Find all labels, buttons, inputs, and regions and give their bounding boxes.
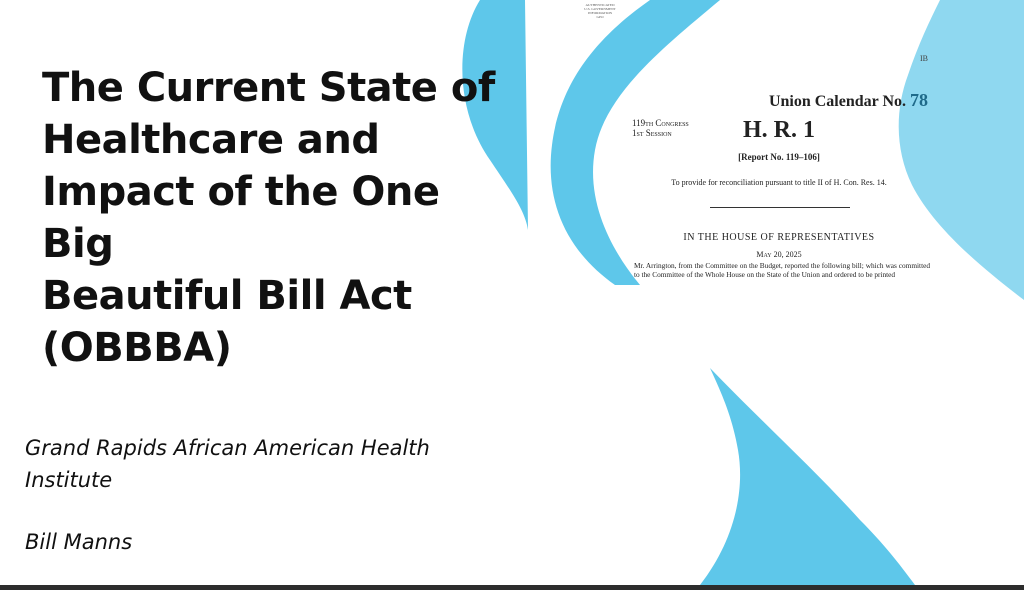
- organization-name: Grand Rapids African American Health Institute: [25, 436, 430, 492]
- bottom-bar: [0, 585, 1024, 590]
- house-heading: IN THE HOUSE OF REPRESENTATIVES: [683, 232, 875, 243]
- calendar-label: Union Calendar No.: [768, 93, 906, 110]
- seal-line: U.S. GOVERNMENT: [584, 7, 616, 11]
- bill-purpose: To provide for reconciliation pursuant to title II of H. Con. Res. 14.: [671, 178, 887, 187]
- calendar-number: 78: [910, 90, 928, 110]
- ib-mark: IB: [920, 54, 928, 63]
- seal-line: GPO: [596, 15, 604, 19]
- divider: [710, 207, 850, 208]
- bill-action-text: Mr. Arrington, from the Committee on the Budget, reported the following bill; which was committed to the Committee of the Whole House on the State of the Union and ordered to be printed: [634, 261, 930, 279]
- bill-number: H. R. 1: [743, 117, 815, 143]
- bill-date: May 20, 2025: [756, 250, 802, 259]
- bill-document-image: [530, 0, 1000, 320]
- gpo-seal: [570, 3, 630, 23]
- seal-line: AUTHENTICATED: [585, 3, 615, 7]
- union-calendar: [769, 90, 928, 111]
- seal-line: INFORMATION: [587, 11, 613, 15]
- slide-title: The Current State of Healthcare and Impact of the One Big Beautiful Bill Act (OBBBA): [42, 65, 495, 371]
- congress-label: 119th Congress: [632, 118, 689, 128]
- report-number: [Report No. 119–106]: [738, 152, 820, 162]
- wave-shape-bottom: [700, 368, 915, 585]
- presenter-name: Bill Manns: [25, 530, 133, 554]
- session-label: 1st Session: [632, 128, 672, 138]
